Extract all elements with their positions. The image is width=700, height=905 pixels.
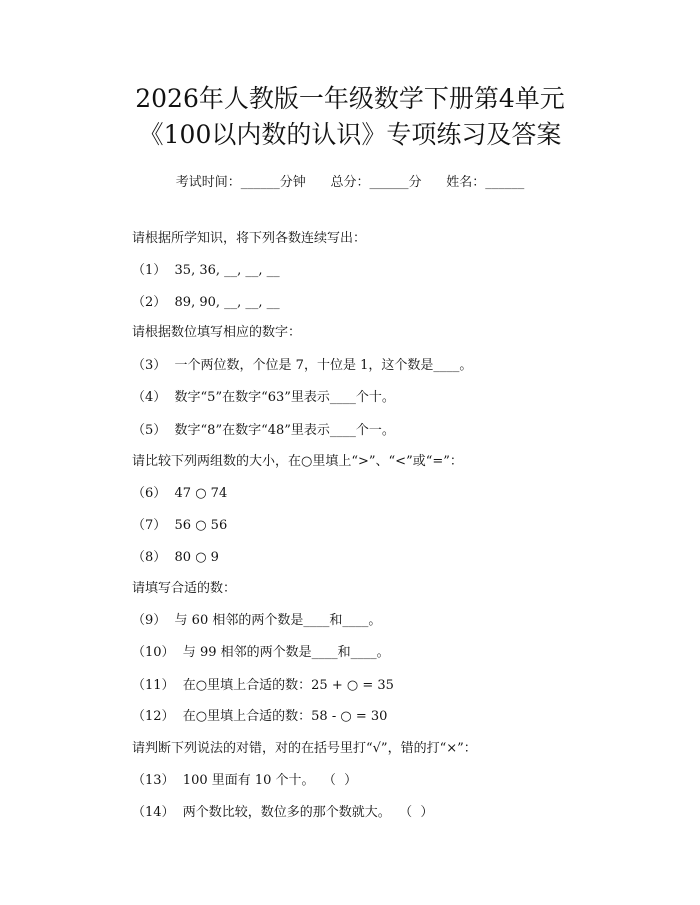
question-9: （9） 与 60 相邻的两个数是____和____。 (132, 613, 382, 628)
question-5: （5） 数字“8”在数字“48”里表示____个一。 (132, 423, 395, 438)
question-4: （4） 数字“5”在数字“63”里表示____个十。 (132, 390, 395, 405)
question-1: （1） 35, 36, __, __, __ (132, 263, 280, 278)
question-8: （8） 80 ○ 9 (132, 550, 219, 565)
instruction-5: 请判断下列说法的对错，对的在括号里打“√”，错的打“×”： (132, 741, 477, 756)
title-line-1: 2026年人教版一年级数学下册第4单元 (135, 84, 565, 113)
instruction-1: 请根据所学知识，将下列各数连续写出： (132, 231, 367, 246)
question-13: （13） 100 里面有 10 个十。 （ ） (132, 773, 358, 788)
question-10: （10） 与 99 相邻的两个数是____和____。 (132, 645, 390, 660)
title-line-2: 《100以内数的认识》专项练习及答案 (138, 120, 562, 149)
question-7: （7） 56 ○ 56 (132, 518, 228, 533)
instruction-2: 请根据数位填写相应的数字： (132, 325, 302, 340)
question-2: （2） 89, 90, __, __, __ (132, 295, 280, 310)
exam-info: 考试时间：______分钟 总分：______分 姓名：______ (175, 175, 525, 190)
instruction-3: 请比较下列两组数的大小，在○里填上“>”、“<”或“=”： (132, 454, 463, 469)
question-3: （3） 一个两位数，个位是 7，十位是 1，这个数是____。 (132, 358, 473, 373)
instruction-4: 请填写合适的数： (132, 581, 237, 596)
question-6: （6） 47 ○ 74 (132, 486, 228, 501)
question-14: （14） 两个数比较，数位多的那个数就大。 （ ） (132, 805, 434, 820)
question-12: （12） 在○里填上合适的数：58 - ○ = 30 (132, 709, 388, 724)
question-11: （11） 在○里填上合适的数：25 + ○ = 35 (132, 678, 394, 693)
